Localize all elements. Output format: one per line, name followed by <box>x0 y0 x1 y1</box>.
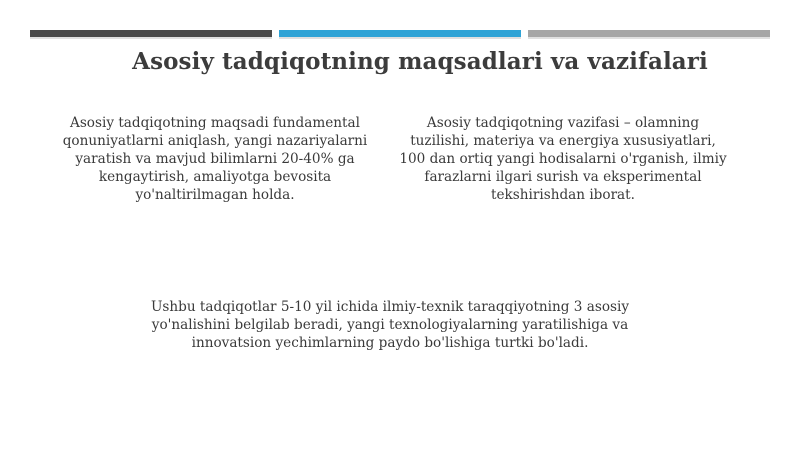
slide-title: Asosiy tadqiqotning maqsadlari va vazifalari <box>132 48 708 75</box>
header-bar-accent <box>279 30 521 37</box>
right-text-block: Asosiy tadqiqotning vazifasi – olamning tuzilishi, materiya va energiya xususiyatlari, 100 dan ortiq yangi hodisalarni o'rganish, ilmiy farazlarni ilgari surish va eksperimental tekshirishdan iborat. <box>399 115 727 203</box>
header-bar-dark <box>30 30 272 37</box>
bottom-text-block: Ushbu tadqiqotlar 5-10 yil ichida ilmiy-texnik taraqqiyotning 3 asosiy yo'nalishini belgilab beradi, yangi texnologiyalarning yaratilishiga va innovatsion yechimlarning paydo bo'lishiga turtki bo'ladi. <box>150 299 630 351</box>
header-bar-light <box>528 30 770 37</box>
left-text-block: Asosiy tadqiqotning maqsadi fundamental qonuniyatlarni aniqlash, yangi nazariyalarni yaratish va mavjud bilimlarni 20-40% ga kengaytirish, amaliyotga bevosita yo'naltirilmagan holda. <box>62 115 368 203</box>
